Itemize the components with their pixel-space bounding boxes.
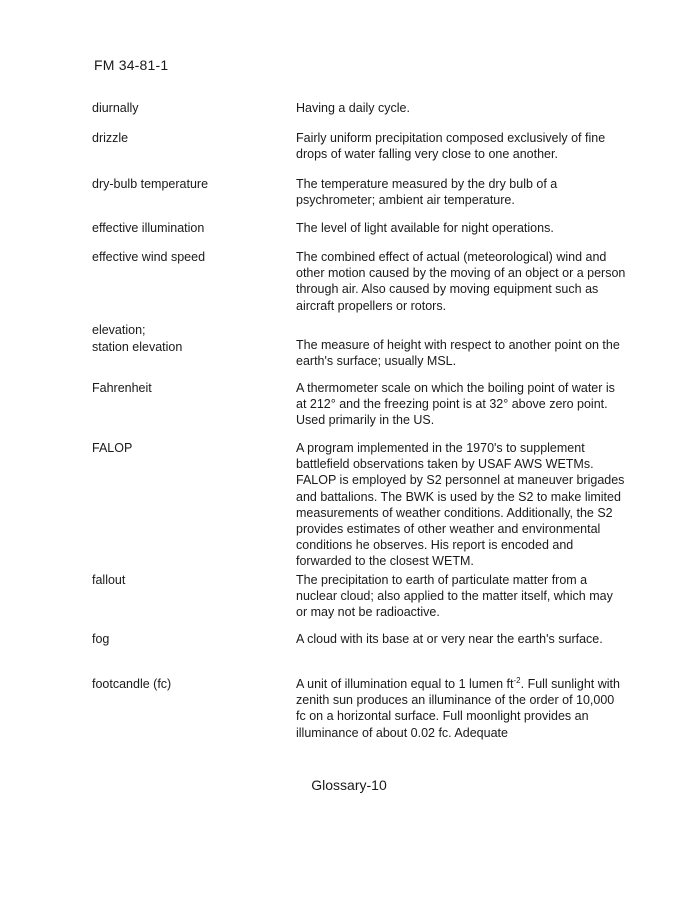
- glossary-term: effective wind speed: [92, 250, 206, 264]
- glossary-definition: The combined effect of actual (meteorological) wind and other motion caused by the moving of an object or a person through air. Also caused by moving equipment such as aircraft propellers or rotors.: [296, 250, 626, 313]
- glossary-term: footcandle (fc): [92, 677, 172, 691]
- glossary-term: fog: [92, 632, 110, 646]
- glossary-term: dry-bulb temperature: [92, 177, 209, 191]
- glossary-definition: The precipitation to earth of particulate matter from a nuclear cloud; also applied to the matter itself, which may or may not be radioactive.: [296, 573, 613, 620]
- glossary-definition: The measure of height with respect to another point on the earth's surface; usually MSL.: [296, 338, 620, 369]
- page-footer: Glossary-10: [311, 777, 387, 793]
- glossary-definition: A cloud with its base at or very near the earth's surface.: [296, 632, 603, 646]
- glossary-definition: Fairly uniform precipitation composed exclusively of fine drops of water falling very close to one another.: [296, 131, 606, 162]
- glossary-term: elevation; station elevation: [92, 323, 183, 354]
- glossary-definition: A program implemented in the 1970's to supplement battlefield observations taken by USAF AWS WETMs. FALOP is employed by S2 personnel at maneuver brigades and battalions. The BWK is used by the S2 to make limited measurements of weather conditions. Additionally, the S2 provides estimates of other weather and environmental conditions he observes. His report is encoded and forwarded to the closest WETM.: [296, 441, 625, 569]
- glossary-term: drizzle: [92, 131, 129, 145]
- superscript-exponent: -2: [513, 675, 521, 685]
- glossary-definition: A thermometer scale on which the boiling point of water is at 212° and the freezing point is at 32° above zero point. Used primarily in the US.: [296, 381, 615, 428]
- glossary-term: Fahrenheit: [92, 381, 152, 395]
- glossary-term: diurnally: [92, 101, 139, 115]
- glossary-term: fallout: [92, 573, 126, 587]
- definition-text: A unit of illumination equal to 1 lumen ft: [296, 677, 514, 691]
- glossary-definition: [296, 676, 626, 741]
- glossary-term: effective illumination: [92, 221, 205, 235]
- glossary-definition: The level of light available for night operations.: [296, 221, 554, 235]
- glossary-definition: Having a daily cycle.: [296, 101, 410, 115]
- page-header: FM 34-81-1: [94, 57, 169, 73]
- glossary-term: FALOP: [92, 441, 133, 455]
- definition-text: . Full sunlight with zenith sun produces an illuminance of the order of 10,000 fc on a horizontal surface. Full moonlight provides an illuminance of about 0.02 fc. Adequate: [296, 677, 620, 740]
- glossary-definition: The temperature measured by the dry bulb of a psychrometer; ambient air temperature.: [296, 177, 558, 208]
